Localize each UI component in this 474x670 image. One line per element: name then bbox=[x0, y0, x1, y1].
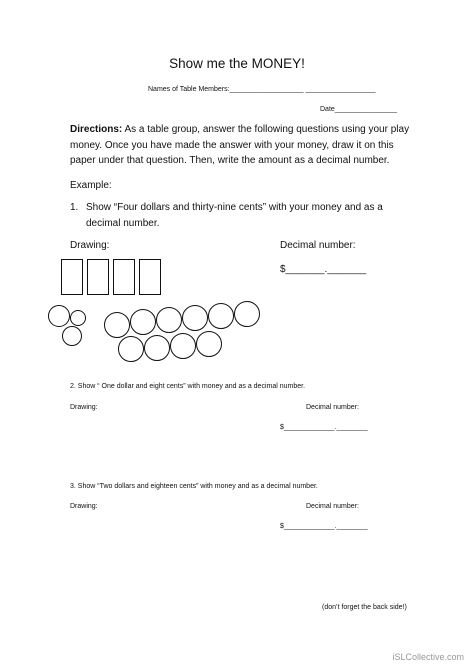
q3-decimal-label: Decimal number: bbox=[306, 503, 359, 510]
q1-text: Show “Four dollars and thirty-nine cents” with your money and as a decimal number. bbox=[86, 202, 383, 229]
footer-note: (don’t forget the back side!) bbox=[322, 604, 407, 611]
coin-drawing bbox=[170, 333, 196, 359]
q1-answer-line: $_______._______ bbox=[280, 264, 367, 275]
date-line: Date________________ bbox=[320, 106, 398, 113]
coin-drawing bbox=[144, 335, 170, 361]
dollar-bill-drawing bbox=[113, 259, 135, 295]
q1-decimal-label: Decimal number: bbox=[280, 240, 356, 251]
directions-paragraph bbox=[70, 122, 420, 169]
coin-drawing bbox=[48, 305, 70, 327]
dollar-bill-drawing bbox=[61, 259, 83, 295]
coin-drawing bbox=[182, 305, 208, 331]
q1-drawing-label: Drawing: bbox=[70, 240, 110, 251]
names-line: Names of Table Members:___________________ __________________ bbox=[148, 86, 376, 93]
q3-text: 3. Show “Two dollars and eighteen cents” with money and as a decimal number. bbox=[70, 483, 318, 490]
example-label: Example: bbox=[70, 180, 112, 191]
coin-drawing bbox=[208, 303, 234, 329]
coin-drawing bbox=[118, 336, 144, 362]
q3-answer-line: $_____________.________ bbox=[280, 523, 368, 530]
q3-drawing-label: Drawing: bbox=[70, 503, 98, 510]
q2-decimal-label: Decimal number: bbox=[306, 404, 359, 411]
q2-text: 2. Show “ One dollar and eight cents” with money and as a decimal number. bbox=[70, 383, 306, 390]
directions-text: As a table group, answer the following questions using your play money. Once you have made the answer with your money, draw it on this paper under that question. Then, write the amount as a decimal number. bbox=[70, 124, 410, 166]
q1-number: 1. bbox=[70, 202, 79, 213]
directions-label: Directions: bbox=[70, 124, 123, 135]
coin-drawing bbox=[156, 307, 182, 333]
page-title: Show me the MONEY! bbox=[169, 56, 305, 71]
dollar-bill-drawing bbox=[139, 259, 161, 295]
coin-drawing bbox=[104, 312, 130, 338]
coin-drawing bbox=[196, 331, 222, 357]
q2-answer-line: $_____________.________ bbox=[280, 424, 368, 431]
coin-drawing bbox=[234, 301, 260, 327]
watermark: iSLCollective.com bbox=[392, 652, 464, 662]
q2-drawing-label: Drawing: bbox=[70, 404, 98, 411]
dollar-bill-drawing bbox=[87, 259, 109, 295]
coin-drawing bbox=[62, 326, 82, 346]
coin-drawing bbox=[70, 310, 86, 326]
coin-drawing bbox=[130, 309, 156, 335]
